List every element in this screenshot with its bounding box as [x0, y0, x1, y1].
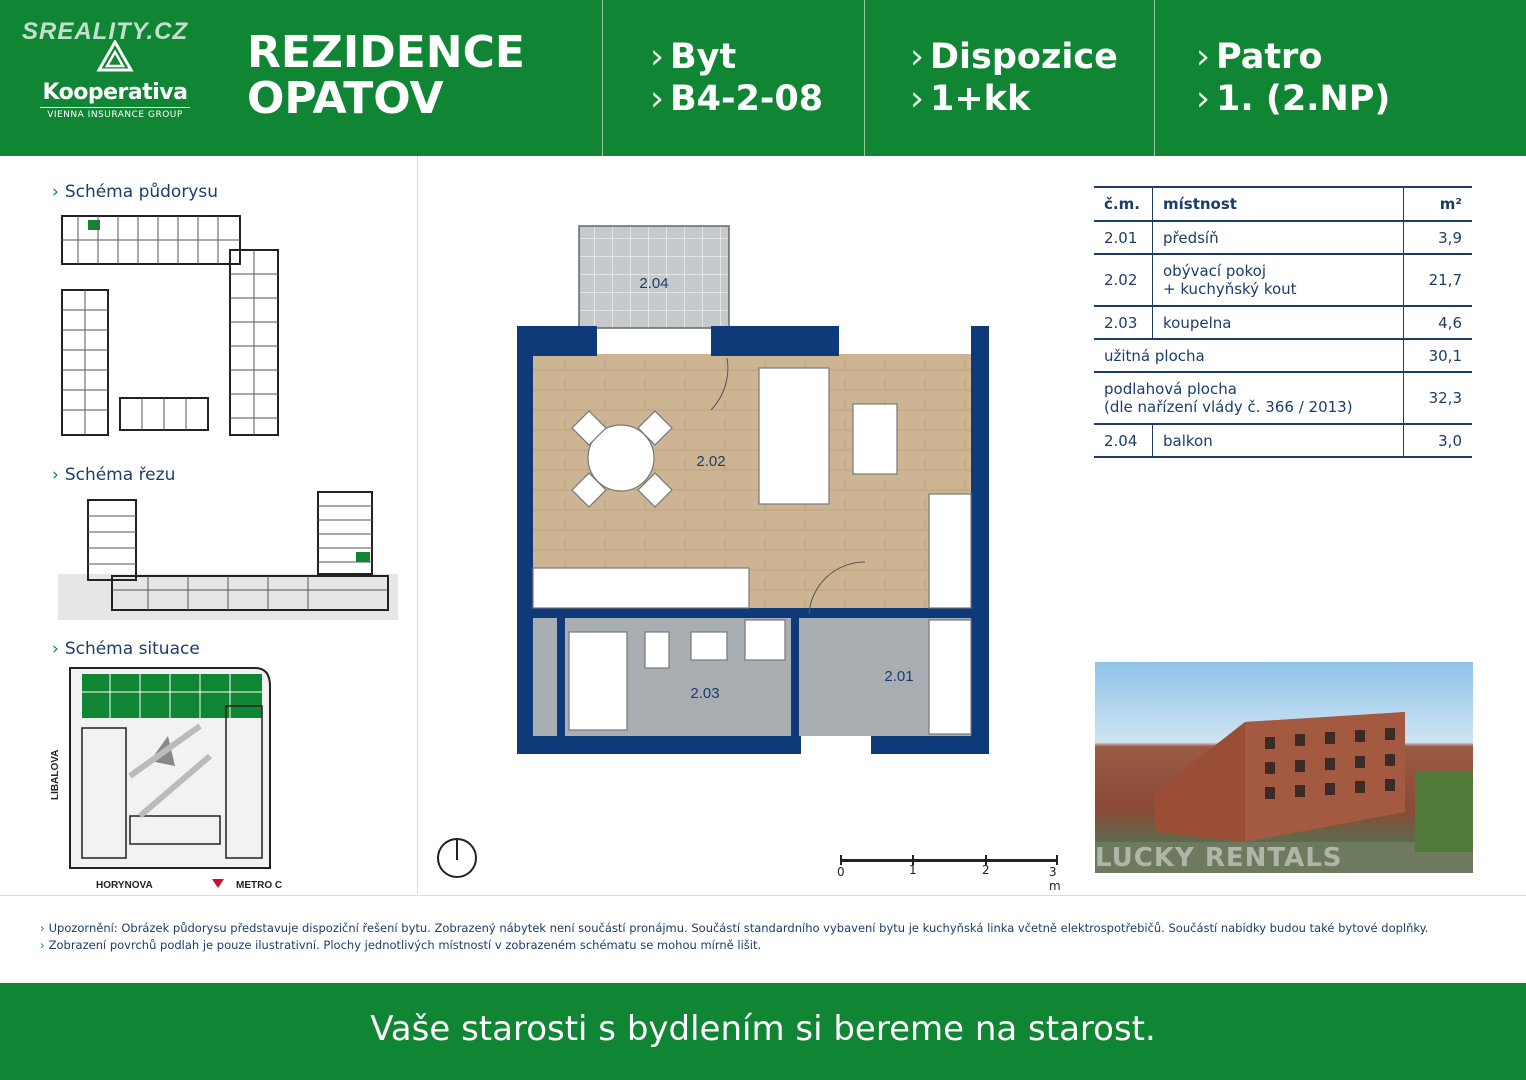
chevron-right-icon: › — [40, 938, 45, 952]
chevron-right-icon: › — [910, 37, 924, 77]
room-name — [1153, 254, 1404, 306]
north-arrow-icon — [437, 838, 477, 878]
unit-value: B4-2-08 — [670, 79, 824, 119]
usable-area-value: 30,1 — [1404, 339, 1473, 372]
room-area: 21,7 — [1404, 254, 1473, 306]
section-schema-label — [52, 465, 175, 485]
scale-1: 1 — [909, 863, 917, 877]
kooperativa-logo — [40, 40, 190, 120]
floor-area-label — [1094, 372, 1404, 424]
note-2: Zobrazení povrchů podlah je pouze ilustrativní. Plochy jednotlivých místností v zobrazeném schématu se mohou mírně lišit. — [48, 938, 762, 952]
scale-bar — [837, 855, 1061, 893]
chevron-right-icon: › — [650, 37, 664, 77]
chevron-right-icon: › — [52, 639, 59, 659]
chevron-right-icon: › — [52, 465, 59, 485]
table-row — [1094, 339, 1472, 372]
floor-label: Patro — [1216, 37, 1323, 77]
building-render-illustration — [1095, 662, 1473, 873]
note-1: Upozornění: Obrázek půdorysu představuje dispoziční řešení bytu. Zobrazený nábytek není součástí pronájmu. Součástí standardního vybavení bytu je kuchyňská linka včetně elektrospotřebičů. Součástí nabídky budou také bytové doplňky. — [48, 921, 1429, 935]
section-schema-text: Schéma řezu — [64, 465, 176, 485]
unit-column — [650, 36, 823, 120]
table-row — [1094, 372, 1472, 424]
room-number: 2.01 — [1094, 221, 1153, 254]
room-area: 3,0 — [1404, 424, 1473, 457]
sreality-watermark: SREALITY.CZ — [22, 18, 189, 45]
scale-0: 0 — [837, 865, 845, 879]
room-2-04-label: 2.04 — [639, 275, 669, 292]
room-area: 4,6 — [1404, 306, 1473, 339]
header-divider — [1154, 0, 1155, 156]
layout-column — [910, 36, 1118, 120]
divider — [0, 895, 1526, 896]
header — [0, 0, 1526, 156]
table-row — [1094, 254, 1472, 306]
floor-plan — [505, 220, 1005, 760]
layout-label: Dispozice — [930, 37, 1118, 77]
schema-sidebar — [0, 156, 418, 894]
footer-slogan: Vaše starosti s bydlením si bereme na starost. — [0, 983, 1526, 1080]
situation-schema-label — [52, 639, 200, 659]
room-name: balkon — [1153, 424, 1404, 457]
room-name-line-1: obývací pokoj — [1163, 262, 1267, 280]
chevron-right-icon: › — [910, 79, 924, 119]
logo-triangle-icon — [95, 40, 135, 74]
room-2-02-label: 2.02 — [696, 453, 726, 470]
floor-column — [1196, 36, 1390, 120]
header-divider — [864, 0, 865, 156]
chevron-right-icon: › — [1196, 79, 1210, 119]
plan-schema-label — [52, 182, 218, 202]
room-name-line-2: + kuchyňský kout — [1163, 280, 1297, 298]
lucky-rentals-watermark: LUCKY RENTALS — [1095, 843, 1343, 873]
street-horynova: HORYNOVA — [96, 880, 153, 891]
room-name: předsíň — [1153, 221, 1404, 254]
room-area-table — [1094, 186, 1472, 458]
situation-schema-text: Schéma situace — [64, 639, 200, 659]
col-area-header: m² — [1404, 187, 1473, 221]
site-situation-schema — [50, 666, 285, 891]
chevron-right-icon: › — [40, 921, 45, 935]
title-line-2: OPATOV — [247, 73, 444, 124]
chevron-right-icon: › — [52, 182, 59, 202]
floor-area-line-1: podlahová plocha — [1104, 380, 1237, 398]
project-title — [247, 27, 525, 124]
scale-3: 3 m — [1049, 865, 1061, 893]
usable-area-label: užitná plocha — [1094, 339, 1404, 372]
table-row — [1094, 424, 1472, 457]
scale-2: 2 — [982, 863, 990, 877]
col-room-header: místnost — [1153, 187, 1404, 221]
title-line-1: REZIDENCE — [247, 27, 525, 78]
logo-subtitle: VIENNA INSURANCE GROUP — [40, 107, 190, 120]
chevron-right-icon: › — [1196, 37, 1210, 77]
header-divider — [602, 0, 603, 156]
building-section-schema — [58, 490, 398, 620]
plan-schema-text: Schéma půdorysu — [64, 182, 219, 202]
floor-value: 1. (2.NP) — [1216, 79, 1391, 119]
floor-area-value: 32,3 — [1404, 372, 1473, 424]
unit-label: Byt — [670, 37, 737, 77]
room-2-03-label: 2.03 — [690, 685, 720, 702]
floor-area-line-2: (dle nařízení vlády č. 366 / 2013) — [1104, 398, 1353, 416]
street-libalova: LÍBALOVA — [50, 749, 61, 800]
metro-c-label: METRO C — [236, 880, 283, 891]
chevron-right-icon: › — [650, 79, 664, 119]
room-2-01-label: 2.01 — [884, 668, 914, 685]
table-row — [1094, 306, 1472, 339]
room-number: 2.02 — [1094, 254, 1153, 306]
room-number: 2.04 — [1094, 424, 1153, 457]
logo-brand: Kooperativa — [42, 80, 188, 105]
layout-value: 1+kk — [930, 79, 1031, 119]
room-area: 3,9 — [1404, 221, 1473, 254]
room-name: koupelna — [1153, 306, 1404, 339]
room-number: 2.03 — [1094, 306, 1153, 339]
metro-icon — [212, 879, 224, 888]
building-plan-schema — [58, 214, 283, 439]
disclaimer-notes — [40, 920, 1500, 954]
col-number-header: č.m. — [1094, 187, 1153, 221]
table-row — [1094, 221, 1472, 254]
building-render-photo — [1095, 662, 1473, 873]
